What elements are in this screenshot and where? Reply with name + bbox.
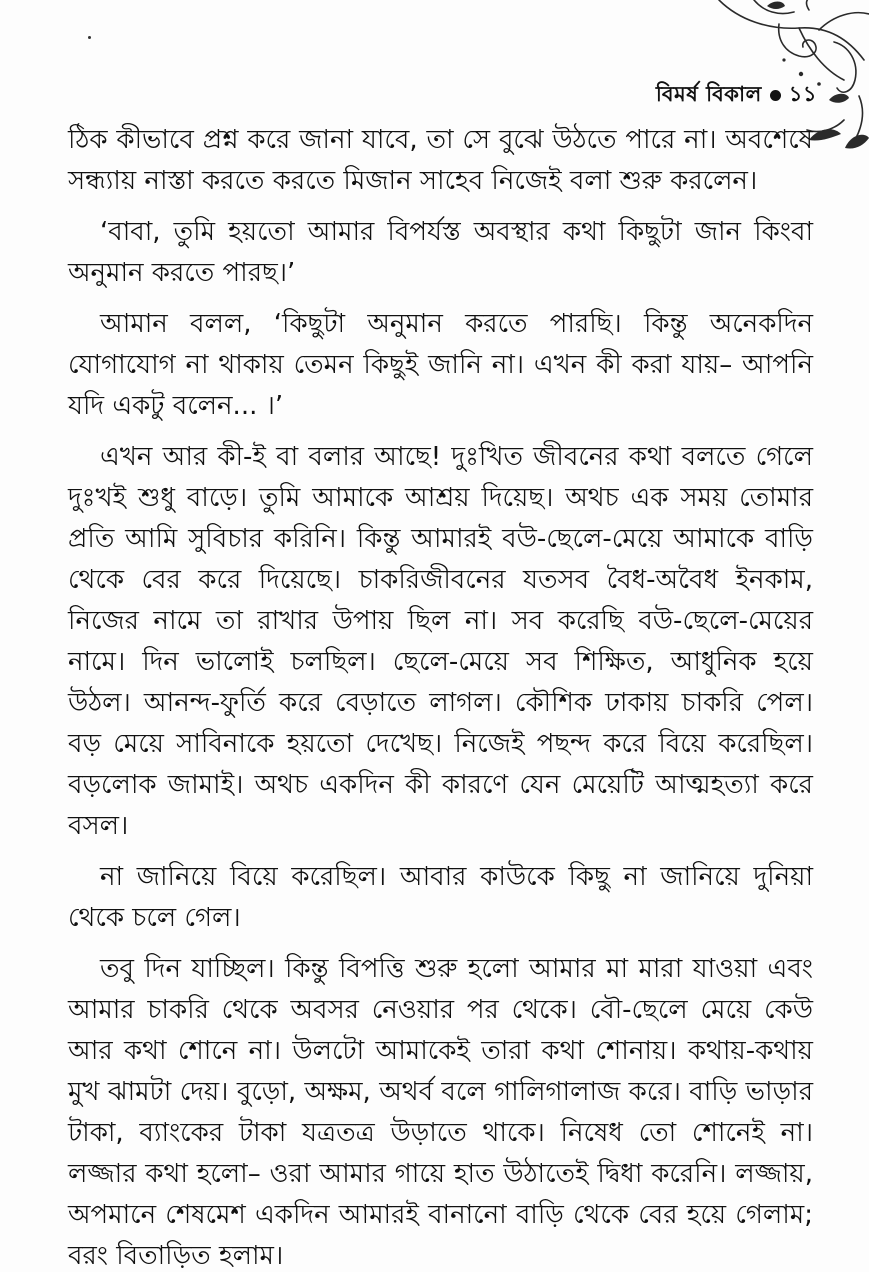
paragraph: এখন আর কী-ই বা বলার আছে! দুঃখিত জীবনের কথা বলতে গেলে দুঃখই শুধু বাড়ে। তুমি আমাকে আশ্রয় দিয়েছ। অথচ এক সময় তোমার প্রতি আমি সুবিচার করিনি। কিন্তু আমারই বউ-ছেলে-মেয়ে আমাকে বাড়ি থেকে বের করে দিয়েছে। চাকরিজীবনের যতসব বৈধ-অবৈধ ইনকাম, নিজের নামে তা রাখার উপায় ছিল না। সব করেছি বউ-ছেলে-মেয়ের নামে। দিন ভালোই চলছিল। ছেলে-মেয়ে সব শিক্ষিত, আধুনিক হয়ে উঠল। আনন্দ-ফুর্তি করে বেড়াতে লাগল। কৌশিক ঢাকায় চাকরি পেল। বড় মেয়ে সাবিনাকে হয়তো দেখেছ। নিজেই পছন্দ করে বিয়ে করেছিল। বড়লোক জামাই। অথচ একদিন কী কারণে যেন মেয়েটি আত্মহত্যা করে বসল। xyxy=(68,442,813,841)
bullet-separator-icon xyxy=(770,90,781,101)
ink-speck xyxy=(88,36,91,39)
paragraph: তবু দিন যাচ্ছিল। কিন্তু বিপত্তি শুরু হলো আমার মা মারা যাওয়া এবং আমার চাকরি থেকে অবসর নেওয়ার পর থেকে। বৌ-ছেলে মেয়ে কেউ আর কথা শোনে না। উলটো আমাকেই তারা কথা শোনায়। কথায়-কথায় মুখ ঝামটা দেয়। বুড়ো, অক্ষম, অথর্ব বলে গালিগালাজ করে। বাড়ি ভাড়ার টাকা, ব্যাংকের টাকা যত্রতত্র উড়াতে থাকে। নিষেধ তো শোনেই না। লজ্জার কথা হলো– ওরা আমার গায়ে হাত উঠাতেই দ্বিধা করেনি। লজ্জায়, অপমানে শেষমেশ একদিন আমারই বানানো বাড়ি থেকে বের হয়ে গেলাম; বরং বিতাড়িত হলাম। xyxy=(68,954,813,1271)
paragraph: ঠিক কীভাবে প্রশ্ন করে জানা যাবে, তা সে বুঝে উঠতে পারে না। অবশেষে সন্ধ্যায় নাস্তা করতে করতে মিজান সাহেব নিজেই বলা শুরু করলেন। xyxy=(68,125,813,196)
paragraph: আমান বলল, ‘কিছুটা অনুমান করতে পারছি। কিন্তু অনেকদিন যোগাযোগ না থাকায় তেমন কিছুই জানি না। এখন কী করা যায়– আপনি যদি একটু বলেন... ।’ xyxy=(68,309,813,421)
page-number: ১১ xyxy=(788,82,817,106)
paragraph: না জানিয়ে বিয়ে করেছিল। আবার কাউকে কিছু না জানিয়ে দুনিয়া থেকে চলে গেল। xyxy=(68,862,813,933)
paragraph: ‘বাবা, তুমি হয়তো আমার বিপর্যস্ত অবস্থার কথা কিছুটা জান কিংবা অনুমান করতে পারছ।’ xyxy=(68,217,813,288)
chapter-title: বিমর্ষ বিকাল xyxy=(655,82,762,106)
running-header xyxy=(656,78,817,113)
body-text xyxy=(68,120,813,1272)
